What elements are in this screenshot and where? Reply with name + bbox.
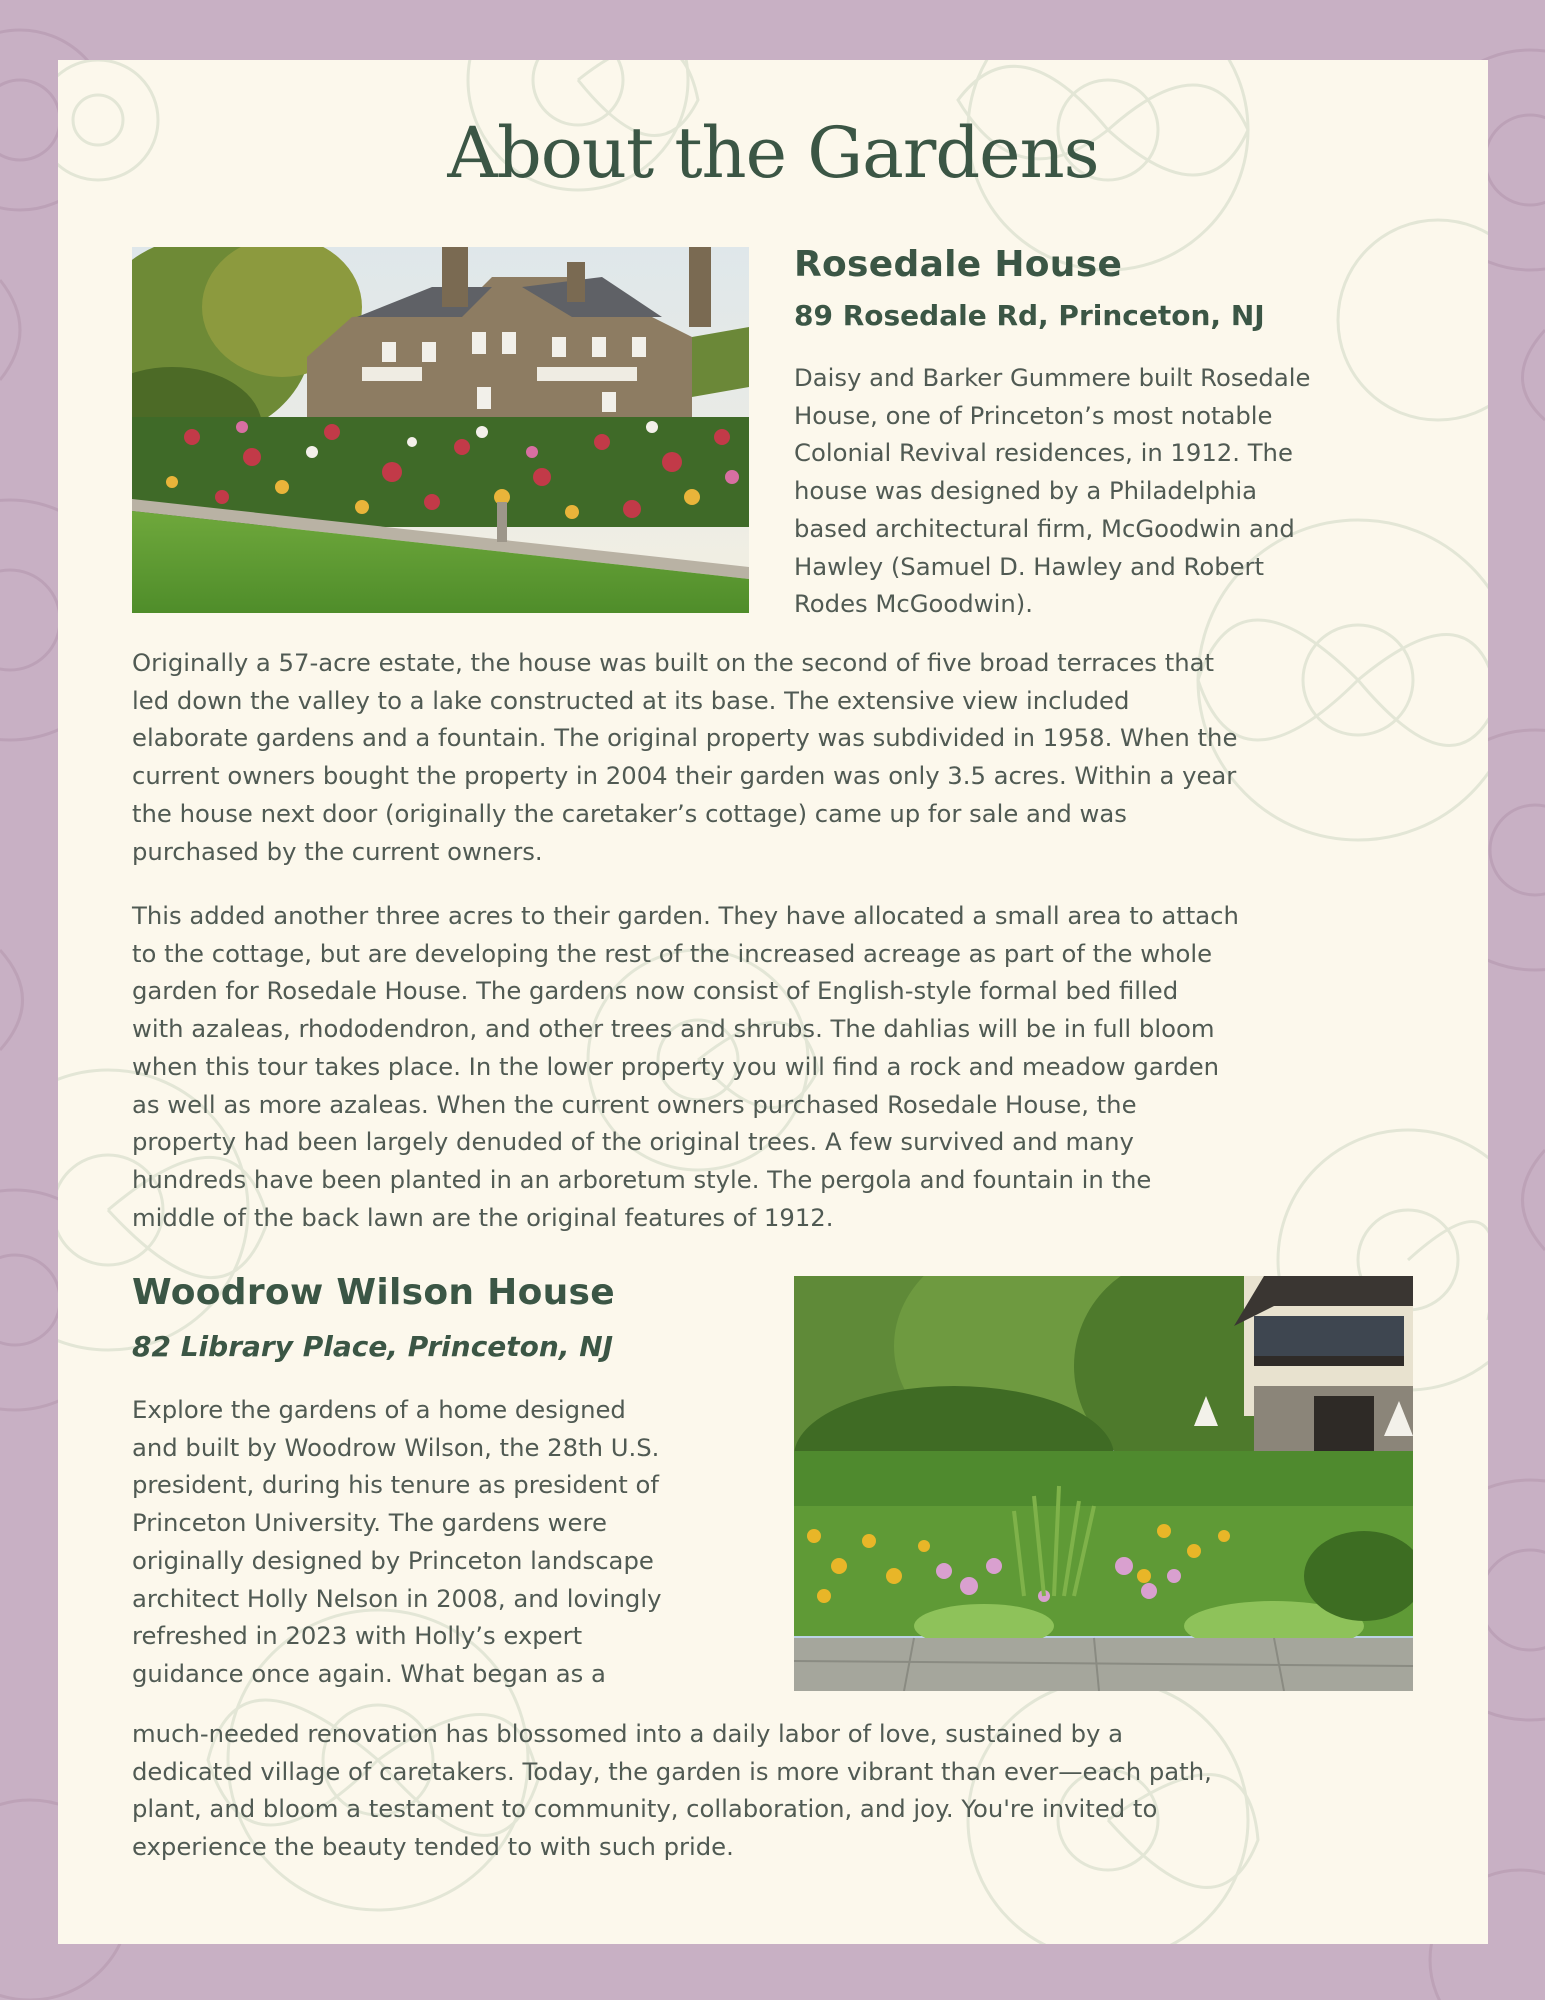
text-line: with azaleas, rhododendron, and other trees and shrubs. The dahlias will be in full bloom — [132, 1014, 1215, 1044]
text-line: hundreds have been planted in an arboretum style. The pergola and fountain in the — [132, 1164, 1152, 1194]
text-line: Originally a 57-acre estate, the house was built on the second of five broad terraces that — [132, 648, 1215, 677]
wilson-continued-paragraph — [132, 1715, 1212, 1866]
text-line: Rodes McGoodwin). — [794, 589, 1033, 619]
text-line: current owners bought the property in 2004 their garden was only 3.5 acres. Within a year — [132, 761, 1237, 791]
text-line: Explore the gardens of a home designed — [132, 1395, 626, 1424]
wilson-address: 82 Library Place, Princeton, NJ — [132, 1330, 614, 1363]
text-line: the house next door (originally the caretaker’s cottage) came up for sale and was — [132, 798, 1127, 828]
wilson-title: Woodrow Wilson House — [132, 1272, 615, 1313]
text-line: Hawley (Samuel D. Hawley and Robert — [794, 551, 1265, 581]
text-line: when this tour takes place. In the lower property you will find a rock and meadow garden — [132, 1051, 1220, 1081]
text-line: to the cottage, but are developing the rest of the increased acreage as part of the whole — [132, 938, 1213, 968]
text-line: based architectural firm, McGoodwin and — [794, 513, 1295, 543]
text-line: elaborate gardens and a fountain. The original property was subdivided in 1958. When the — [132, 723, 1238, 753]
wilson-intro-paragraph — [132, 1391, 661, 1693]
text-line: architect Holly Nelson in 2008, and lovingly — [132, 1583, 662, 1613]
rosedale-intro-paragraph — [794, 359, 1310, 623]
text-line: House, one of Princeton’s most notable — [794, 400, 1273, 430]
text-line: and built by Woodrow Wilson, the 28th U.S. — [132, 1432, 660, 1462]
text-line: dedicated village of caretakers. Today, the garden is more vibrant than ever—each path, — [132, 1756, 1212, 1786]
rosedale-house-photo — [132, 247, 749, 613]
text-line: Colonial Revival residences, in 1912. The — [794, 438, 1293, 468]
text-line: house was designed by a Philadelphia — [794, 476, 1257, 506]
content-page — [58, 60, 1488, 1944]
wilson-house-garden-photo-icon — [794, 1276, 1413, 1691]
text-line: plant, and bloom a testament to community, collaboration, and joy. You're invited to — [132, 1794, 1158, 1824]
text-line: Daisy and Barker Gummere built Rosedale — [794, 363, 1311, 392]
text-line: Princeton University. The gardens were — [132, 1508, 607, 1538]
rosedale-address: 89 Rosedale Rd, Princeton, NJ — [794, 299, 1265, 332]
text-line: garden for Rosedale House. The gardens now consist of English-style formal bed filled — [132, 976, 1179, 1006]
text-line: middle of the back lawn are the original features of 1912. — [132, 1202, 834, 1232]
text-line: much-needed renovation has blossomed into a daily labor of love, sustained by a — [132, 1719, 1124, 1748]
wilson-house-photo — [794, 1276, 1413, 1691]
rosedale-title: Rosedale House — [794, 244, 1123, 285]
text-line: property had been largely denuded of the original trees. A few survived and many — [132, 1127, 1134, 1157]
text-line: guidance once again. What began as a — [132, 1658, 606, 1688]
text-line: This added another three acres to their garden. They have allocated a small area to attach — [132, 901, 1239, 930]
page-title: About the Gardens — [447, 112, 1099, 194]
rosedale-history-paragraph — [132, 644, 1237, 870]
rosedale-gardens-paragraph — [132, 897, 1239, 1236]
rosedale-house-garden-photo-icon — [132, 247, 749, 613]
text-line: purchased by the current owners. — [132, 836, 543, 866]
text-line: refreshed in 2023 with Holly’s expert — [132, 1621, 583, 1651]
text-line: president, during his tenure as president of — [132, 1470, 659, 1500]
text-line: as well as more azaleas. When the current owners purchased Rosedale House, the — [132, 1089, 1137, 1119]
text-line: led down the valley to a lake constructed at its base. The extensive view included — [132, 685, 1130, 715]
text-line: originally designed by Princeton landscape — [132, 1545, 654, 1575]
text-line: experience the beauty tended to with such pride. — [132, 1832, 734, 1862]
